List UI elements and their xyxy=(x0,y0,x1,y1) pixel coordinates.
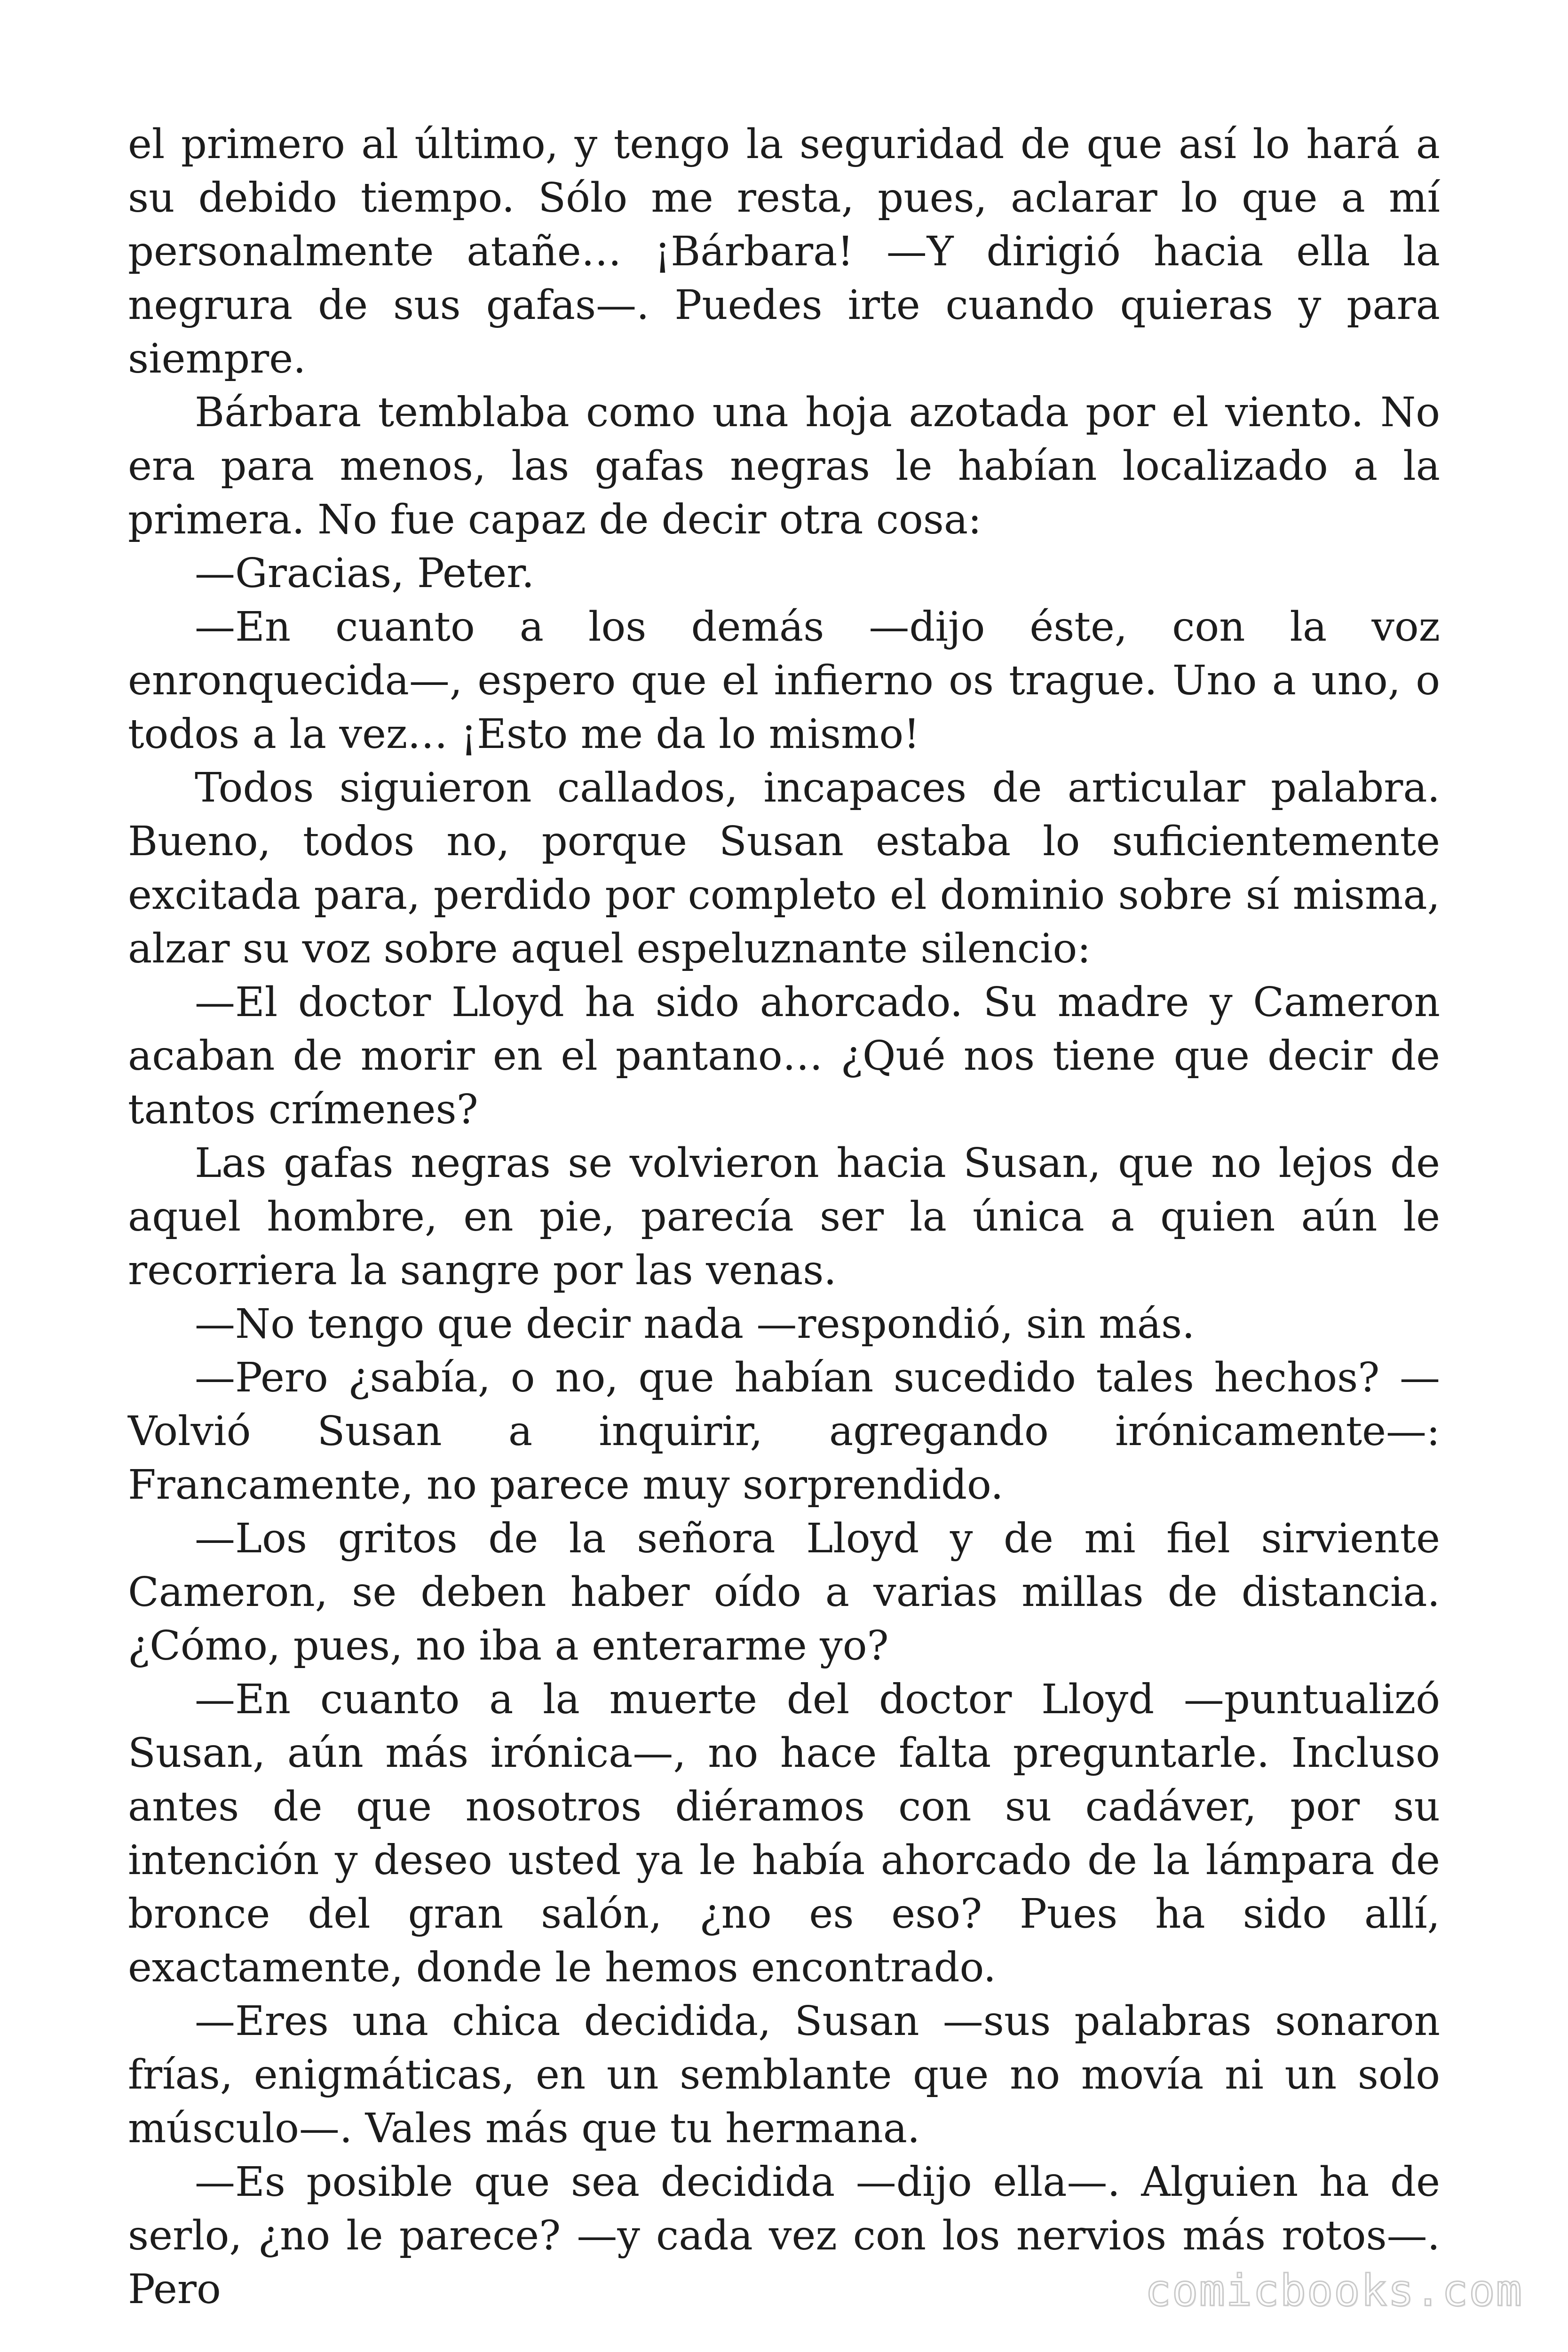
dialogue-line: —Eres una chica decidida, Susan —sus palabras sonaron frías, enigmáticas, en un semblante que no movía ni un solo músculo—. Vales más que tu hermana. xyxy=(128,1998,1440,2152)
watermark: comicbooks.com xyxy=(1145,2265,1523,2316)
dialogue-line: —En cuanto a los demás —dijo éste, con la voz enronquecida—, espero que el infierno os trague. Uno a uno, o todos a la vez… ¡Esto me da lo mismo! xyxy=(128,604,1440,758)
paragraph: el primero al último, y tengo la seguridad de que así lo hará a su debido tiempo. Sólo me resta, pues, aclarar lo que a mí personalmente atañe… ¡Bárbara! —Y dirigió hacia ella la negrura de sus gafas—. Puedes irte cuando quieras y para siempre. xyxy=(128,121,1440,382)
dialogue-line: —El doctor Lloyd ha sido ahorcado. Su madre y Cameron acaban de morir en el pantano… ¿Qué nos tiene que decir de tantos crímenes? xyxy=(128,979,1440,1133)
paragraph: Bárbara temblaba como una hoja azotada por el viento. No era para menos, las gafas negras le habían localizado a la primera. No fue capaz de decir otra cosa: xyxy=(128,389,1440,543)
dialogue-line: —Gracias, Peter. xyxy=(195,550,535,597)
dialogue-line: —En cuanto a la muerte del doctor Lloyd —puntualizó Susan, aún más irónica—, no hace falta preguntarle. Incluso antes de que nosotros diéramos con su cadáver, por su intención y deseo usted ya le había ahorcado de la lámpara de bronce del gran salón, ¿no es eso? Pues ha sido allí, exactamente, donde le hemos encontrado. xyxy=(128,1676,1440,1991)
dialogue-line: —Es posible que sea decidida —dijo ella—. Alguien ha de serlo, ¿no le parece? —y cada vez con los nervios más rotos—. Pero xyxy=(128,2159,1440,2313)
paragraph: Las gafas negras se volvieron hacia Susan, que no lejos de aquel hombre, en pie, parecía ser la única a quien aún le recorriera la sangre por las venas. xyxy=(128,1140,1440,1294)
paragraph: Todos siguieron callados, incapaces de articular palabra. Bueno, todos no, porque Susan estaba lo suficientemente excitada para, perdido por completo el dominio sobre sí misma, alzar su voz sobre aquel espeluznante silencio: xyxy=(128,764,1440,972)
dialogue-line: —No tengo que decir nada —respondió, sin más. xyxy=(195,1301,1195,1348)
dialogue-line: —Los gritos de la señora Lloyd y de mi fiel sirviente Cameron, se deben haber oído a varias millas de distancia. ¿Cómo, pues, no iba a enterarme yo? xyxy=(128,1515,1440,1669)
book-page-text xyxy=(128,118,1440,2316)
dialogue-line: —Pero ¿sabía, o no, que habían sucedido tales hechos? —Volvió Susan a inquirir, agregando irónicamente—: Francamente, no parece muy sorprendido. xyxy=(128,1354,1440,1509)
